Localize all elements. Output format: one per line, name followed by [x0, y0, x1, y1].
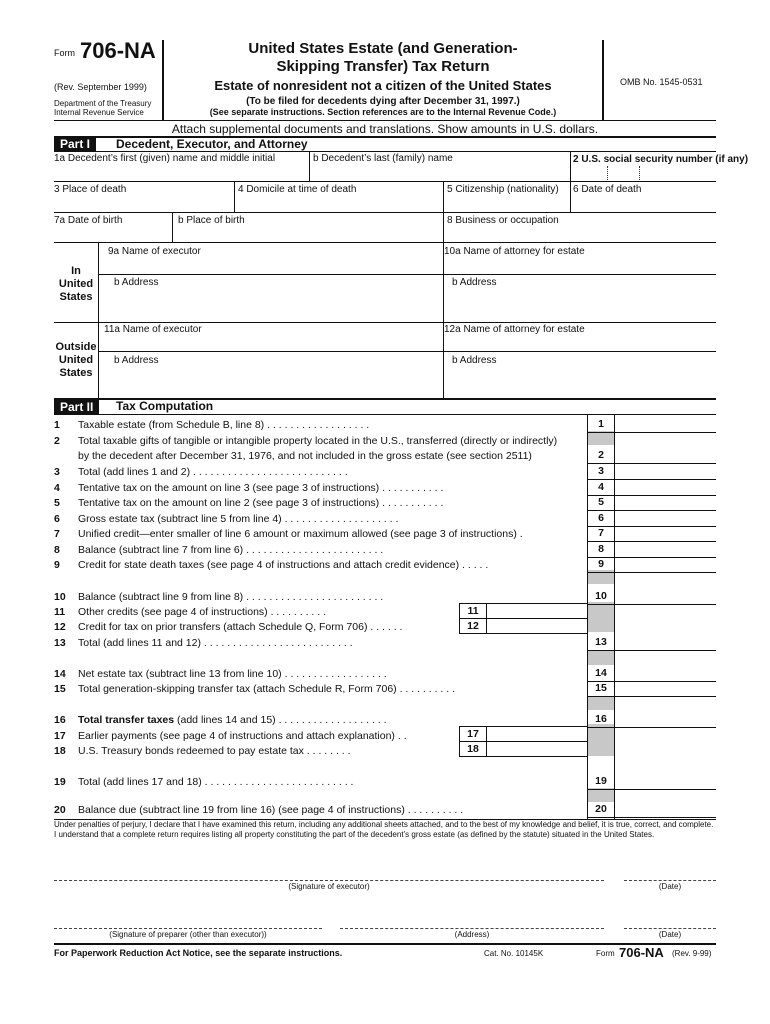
line-description: Balance (subtract line 7 from line 6) [78, 544, 244, 556]
citizenship-input[interactable] [446, 196, 568, 210]
executor-signature-field[interactable] [54, 862, 604, 880]
leader-dots: . . . . . . . . . . . . . . . . . . . . . . . . . . . [190, 466, 348, 478]
irs-name: Internal Revenue Service [54, 108, 144, 117]
date-of-death-input[interactable] [573, 196, 716, 210]
executor-address-outside-input[interactable] [102, 368, 440, 396]
line-number: 15 [54, 683, 66, 695]
label-6: 6 Date of death [573, 184, 642, 195]
line-description: Total (add lines 1 and 2) [78, 466, 191, 478]
tax-line-row [54, 682, 582, 697]
line-description: Credit for tax on prior transfers (attach Schedule Q, Form 706) [78, 621, 368, 633]
label-11b: b Address [114, 355, 159, 366]
attorney-address-us-input[interactable] [446, 290, 716, 320]
tax-line-row [54, 543, 582, 558]
line-box-number: 19 [595, 775, 607, 787]
subbox-18-label: 18 [467, 743, 479, 755]
tax-line-row [54, 667, 582, 682]
form-title-line1: United States Estate (and Generation- [248, 40, 518, 57]
line-description-extra: (add lines 14 and 15) [174, 714, 276, 726]
executor-signature-label: (Signature of executor) [288, 882, 370, 891]
line-number: 18 [54, 745, 66, 757]
leader-dots: . . . . . . . . . . [267, 606, 327, 618]
preparer-signature-field[interactable] [54, 910, 322, 928]
line-number: 13 [54, 637, 66, 649]
tax-line-row [54, 636, 582, 651]
executor-name-us-input[interactable] [102, 258, 440, 272]
line-11-amount-input[interactable] [487, 604, 586, 617]
tax-line-row [54, 527, 582, 542]
executor-date-label: (Date) [658, 882, 682, 891]
shaded-cell [588, 696, 614, 710]
line-box-number: 20 [595, 803, 607, 815]
line-amount-input[interactable] [614, 590, 716, 604]
line-number: 7 [54, 528, 60, 540]
line-amount-input[interactable] [614, 512, 716, 526]
form-number: 706-NA [80, 38, 156, 63]
line-number: 20 [54, 804, 66, 816]
form-word: Form [54, 48, 75, 58]
line-description: Tentative tax on the amount on line 3 (see page 3 of instructions) [78, 482, 380, 494]
penalty-statement: Under penalties of perjury, I declare that I have examined this return, including any additional sheets attached, and to the best of my knowledge and belief, it is true, correct, and complete. I understand that a complete return requires listing all property constituting the part of the decedent’s gross estate (as defined by the statute) situated in the United States. [54, 820, 714, 839]
label-10a: 10a Name of attorney for estate [444, 246, 585, 257]
tax-line-row [54, 512, 582, 527]
decedent-date-note: (To be filed for decedents dying after December 31, 1997.) [246, 96, 520, 107]
catalog-number: Cat. No. 10145K [484, 949, 544, 958]
line-number: 8 [54, 544, 60, 556]
line-description: Balance due (subtract line 19 from line 16) (see page 4 of instructions) [78, 804, 405, 816]
tax-line-row [54, 481, 582, 496]
leader-dots: . . . . . . . . . . . . . . . . . . . [275, 714, 387, 726]
line-box-number: 14 [595, 667, 607, 679]
subbox-11-label: 11 [467, 605, 479, 617]
line-number: 5 [54, 497, 60, 509]
label-1a: 1a Decedent’s first (given) name and middle initial [54, 153, 276, 164]
executor-address-us-input[interactable] [102, 290, 440, 320]
line-description: Total generation-skipping transfer tax (attach Schedule R, Form 706) [78, 683, 397, 695]
line-number: 12 [54, 621, 66, 633]
line-amount-input[interactable] [614, 636, 716, 650]
revision-date: (Rev. September 1999) [54, 82, 147, 92]
line-number: 3 [54, 466, 60, 478]
line-amount-input[interactable] [614, 496, 716, 510]
line-number: 6 [54, 513, 60, 525]
line-box-number: 8 [598, 543, 604, 555]
tax-line-row [54, 803, 582, 818]
line-amount-input[interactable] [614, 558, 716, 572]
line-description: Gross estate tax (subtract line 5 from line 4) [78, 513, 282, 525]
line-17-amount-input[interactable] [487, 727, 586, 740]
line-amount-input[interactable] [614, 803, 716, 817]
line-amount-input[interactable] [614, 713, 716, 727]
in-us-label-3: States [59, 291, 93, 303]
preparer-signature-label: (Signature of preparer (other than executor)) [109, 930, 267, 939]
label-7b: b Place of birth [178, 215, 245, 226]
line-description: U.S. Treasury bonds redeemed to pay estate tax [78, 745, 304, 757]
line-description: Total (add lines 17 and 18) [78, 776, 202, 788]
label-2: 2 U.S. social security number (if any) [573, 154, 749, 165]
line-box-number: 16 [595, 713, 607, 725]
line-number: 4 [54, 482, 60, 494]
line-number: 11 [54, 606, 66, 618]
label-4: 4 Domicile at time of death [238, 184, 357, 195]
part2-tag: Part II [54, 400, 99, 415]
line-box-number: 6 [598, 512, 604, 524]
leader-dots: . . . . . . . . . . . . . . . . . . [281, 668, 387, 680]
line-description: Tentative tax on the amount on line 2 (see page 3 of instructions) [78, 497, 380, 509]
line-number: 2 [54, 435, 60, 447]
subbox-12-label: 12 [467, 620, 479, 632]
part1-title: Decedent, Executor, and Attorney [116, 137, 308, 151]
line-amount-input[interactable] [614, 465, 716, 479]
line-amount-input[interactable] [614, 449, 716, 463]
omb-number: OMB No. 1545-0531 [620, 77, 703, 87]
line-number: 17 [54, 730, 66, 742]
ssn-input[interactable] [573, 166, 716, 180]
preparer-address-label: (Address) [454, 930, 490, 939]
line-box-number: 15 [595, 682, 607, 694]
line-box-number: 3 [598, 465, 604, 477]
label-8: 8 Business or occupation [447, 215, 559, 226]
label-7a: 7a Date of birth [54, 215, 123, 226]
attorney-name-us-input[interactable] [446, 258, 716, 272]
line-box-number: 7 [598, 527, 604, 539]
line-description: Balance (subtract line 9 from line 8) [78, 591, 244, 603]
label-9b: b Address [114, 277, 159, 288]
line-amount-input[interactable] [614, 481, 716, 495]
attorney-address-outside-input[interactable] [446, 368, 716, 396]
tax-line-row [54, 434, 582, 449]
line-box-number: 10 [595, 590, 607, 602]
leader-dots: . . . . . . . . . . . . . . . . . . [264, 419, 370, 431]
leader-dots: . . . . . . . . . . . [379, 482, 444, 494]
attorney-name-outside-input[interactable] [446, 336, 716, 350]
label-5: 5 Citizenship (nationality) [447, 184, 559, 195]
decedent-last-name-input[interactable] [312, 166, 567, 180]
leader-dots: . . . . . . . . . . [396, 683, 456, 695]
dept-treasury: Department of the Treasury [54, 99, 152, 108]
tax-line-row [54, 449, 582, 464]
in-us-label-1: In [71, 265, 81, 277]
line-amount-input[interactable] [614, 682, 716, 696]
outside-us-label-1: Outside [55, 341, 97, 353]
leader-dots: . . . . . . [367, 621, 403, 633]
footer-revision: (Rev. 9-99) [672, 949, 712, 958]
form-subtitle: Estate of nonresident not a citizen of the United States [214, 78, 552, 93]
leader-dots: . . . . . [459, 559, 489, 571]
line-description: Net estate tax (subtract line 13 from line 10) [78, 668, 282, 680]
leader-dots: . [516, 528, 523, 540]
instructions-note: (See separate instructions. Section references are to the Internal Revenue Code.) [209, 107, 557, 117]
outside-us-label-2: United [58, 354, 94, 366]
attach-note: Attach supplemental documents and translations. Show amounts in U.S. dollars. [171, 122, 599, 136]
line-box-number: 5 [598, 496, 604, 508]
line-description: Other credits (see page 4 of instructions) [78, 606, 268, 618]
leader-dots: . . . . . . . . . . . . . . . . . . . . [281, 513, 399, 525]
domicile-input[interactable] [237, 196, 441, 210]
label-1b: b Decedent’s last (family) name [313, 153, 453, 164]
line-amount-input[interactable] [614, 667, 716, 681]
leader-dots: . . . . . . . . [303, 745, 351, 757]
label-3: 3 Place of death [54, 184, 127, 195]
preparer-date-field[interactable] [624, 910, 716, 928]
line-number: 1 [54, 419, 60, 431]
label-10b: b Address [452, 277, 497, 288]
line-box-number: 13 [595, 636, 607, 648]
preparer-date-label: (Date) [658, 930, 682, 939]
tax-line-row [54, 496, 582, 511]
line-number: 19 [54, 776, 66, 788]
in-us-label-2: United [58, 278, 94, 290]
line-description: Taxable estate (from Schedule B, line 8) [78, 419, 265, 431]
shaded-cell [588, 651, 614, 665]
line-amount-input[interactable] [614, 775, 716, 789]
shaded-cell [588, 602, 614, 632]
leader-dots: . . . . . . . . . . . . . . . . . . . . . . . . [243, 591, 384, 603]
leader-dots: . . . . . . . . . . [404, 804, 464, 816]
line-box-number: 4 [598, 481, 604, 493]
tax-line-row [54, 558, 582, 573]
line-18-amount-input[interactable] [487, 742, 586, 755]
tax-line-row [54, 775, 582, 790]
line-description: Credit for state death taxes (see page 4 of instructions and attach credit evidence) [78, 559, 460, 571]
part1-tag: Part I [54, 137, 96, 152]
form-title-line2: Skipping Transfer) Tax Return [276, 58, 490, 75]
line-amount-input[interactable] [614, 418, 716, 432]
label-12a: 12a Name of attorney for estate [444, 324, 585, 335]
line-description: by the decedent after December 31, 1976, and not included in the gross estate (see section 2511) [78, 450, 532, 462]
shaded-cell [588, 724, 614, 756]
tax-line-row [54, 418, 582, 433]
shaded-cell [588, 431, 614, 445]
part2-title: Tax Computation [116, 399, 214, 413]
line-description: Total (add lines 11 and 12) [78, 637, 201, 649]
line-description: Total taxable gifts of tangible or intangible property located in the U.S., transferred (directly or indirectly) [78, 435, 558, 447]
line-description: Total transfer taxes [78, 714, 175, 726]
line-number: 9 [54, 559, 60, 571]
leader-dots: . . . . . . . . . . . . . . . . . . . . . . . . . . [200, 637, 353, 649]
line-box-number: 2 [598, 449, 604, 461]
leader-dots: . . [394, 730, 407, 742]
line-number: 16 [54, 714, 66, 726]
occupation-input[interactable] [446, 227, 716, 241]
preparer-address-field[interactable] [340, 910, 604, 928]
line-number: 14 [54, 668, 66, 680]
place-of-birth-input[interactable] [176, 227, 441, 241]
executor-name-outside-input[interactable] [102, 336, 440, 350]
outside-us-label-3: States [59, 367, 93, 379]
line-description: Unified credit—enter smaller of line 6 amount or maximum allowed (see page 3 of instructions) [78, 528, 517, 540]
line-box-number: 1 [598, 418, 604, 430]
paperwork-notice: For Paperwork Reduction Act Notice, see the separate instructions. [54, 948, 343, 958]
label-12b: b Address [452, 355, 497, 366]
line-description: Earlier payments (see page 4 of instructions and attach explanation) [78, 730, 395, 742]
line-number: 10 [54, 591, 66, 603]
line-amount-input[interactable] [614, 543, 716, 557]
executor-date-field[interactable] [624, 862, 716, 880]
label-9a: 9a Name of executor [108, 246, 201, 257]
leader-dots: . . . . . . . . . . . . . . . . . . . . . . . . [243, 544, 384, 556]
footer-form-number: 706-NA [619, 945, 664, 960]
tax-line-row [54, 465, 582, 480]
line-12-amount-input[interactable] [487, 619, 586, 632]
decedent-first-name-input[interactable] [56, 166, 306, 180]
place-of-death-input[interactable] [56, 196, 232, 210]
label-11a: 11a Name of executor [104, 324, 202, 335]
line-amount-input[interactable] [614, 527, 716, 541]
leader-dots: . . . . . . . . . . . [379, 497, 444, 509]
line-box-number: 9 [598, 558, 604, 570]
leader-dots: . . . . . . . . . . . . . . . . . . . . . . . . . . [201, 776, 354, 788]
subbox-17-label: 17 [467, 728, 479, 740]
shaded-cell [588, 788, 614, 802]
date-of-birth-input[interactable] [56, 227, 170, 241]
footer-form-word: Form [596, 949, 615, 958]
